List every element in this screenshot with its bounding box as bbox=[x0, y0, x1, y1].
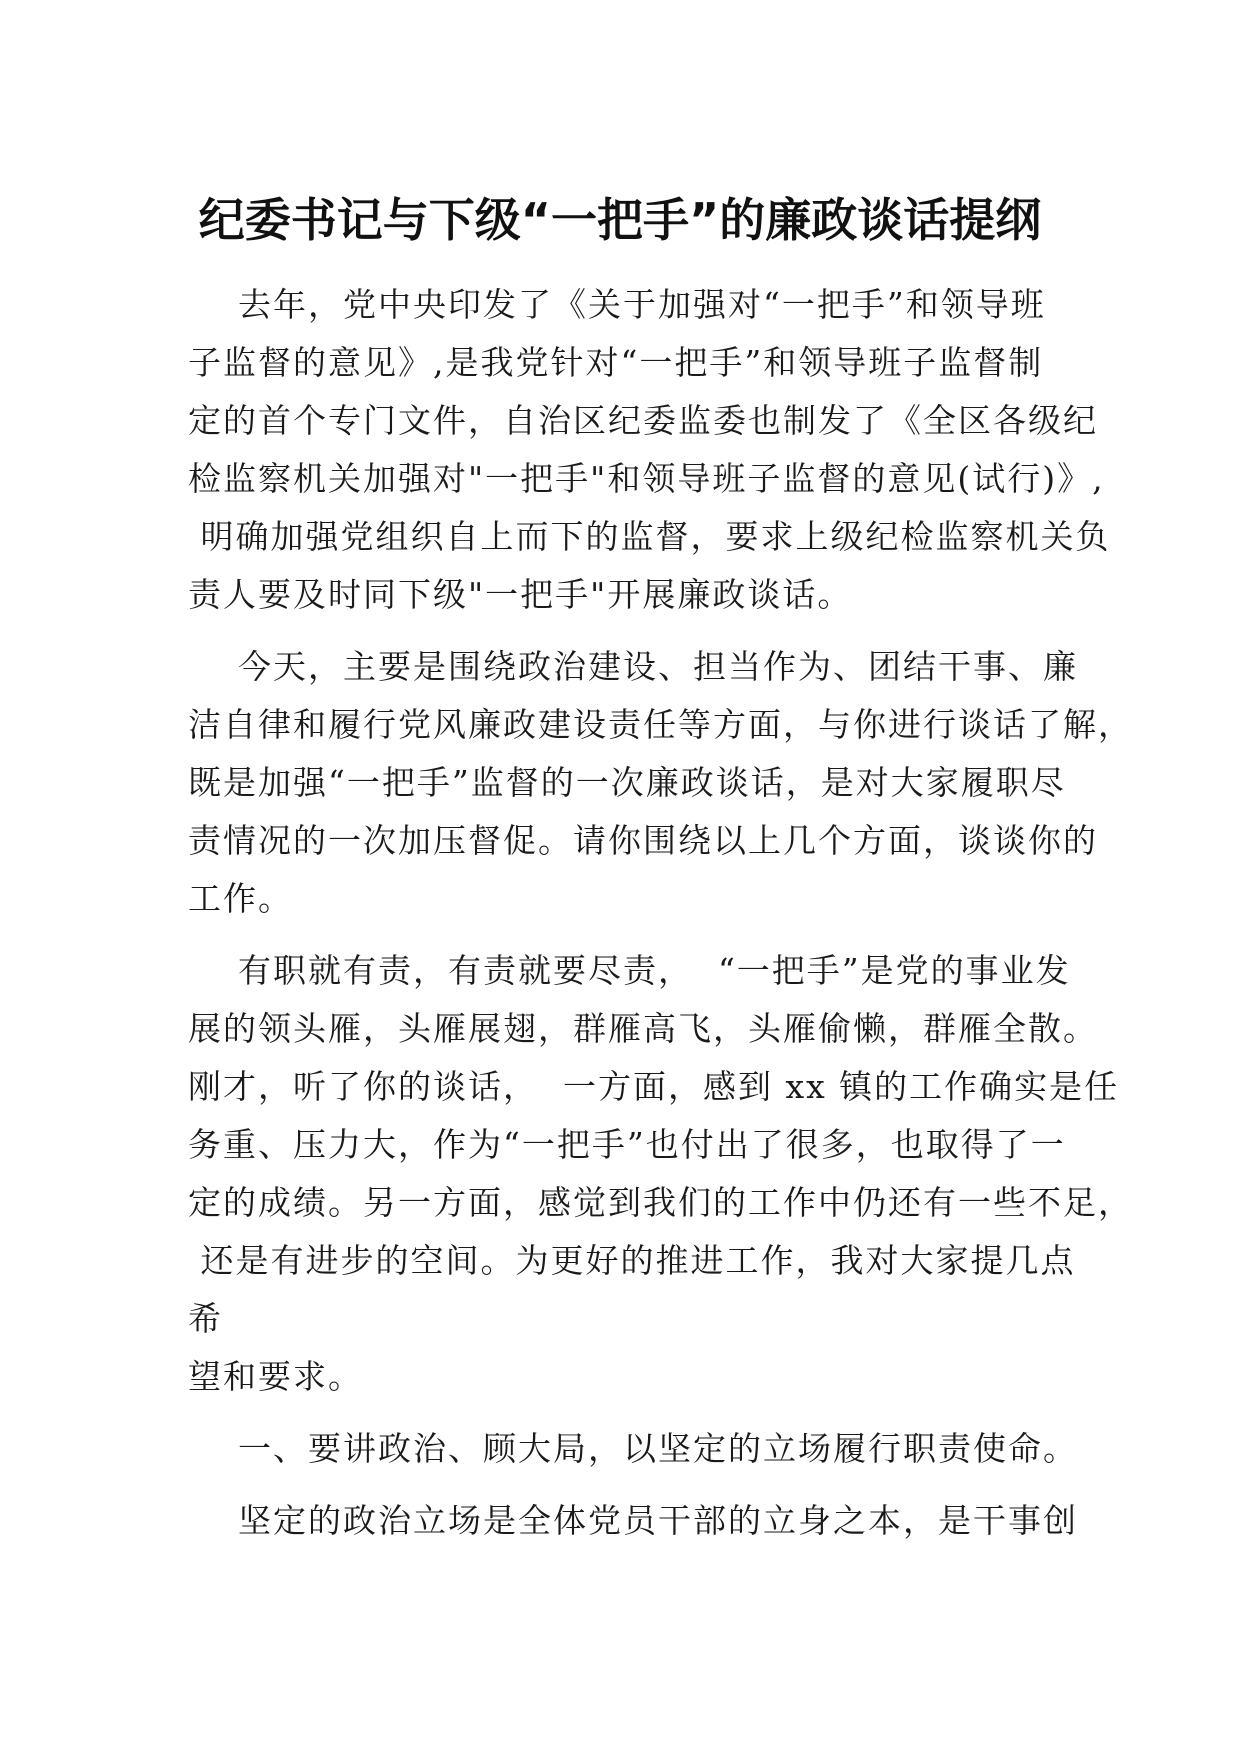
text-line: 责情况的一次加压督促。请你围绕以上几个方面，谈谈你的 bbox=[188, 821, 1098, 860]
paragraph bbox=[188, 1492, 1078, 1550]
document-title: 纪委书记与下级“一把手”的廉政谈话提纲 bbox=[198, 193, 1042, 247]
text-line: 明确加强党组织自上而下的监督，要求上级纪检监察机关负 bbox=[188, 517, 1111, 556]
text-line: 还是有进步的空间。为更好的推进工作，我对大家提几点 bbox=[188, 1241, 1076, 1280]
text-line: 今天，主要是围绕政治建设、担当作为、团结干事、廉 bbox=[188, 647, 1078, 686]
text-line: 希 bbox=[188, 1299, 223, 1338]
text-line: 去年，党中央印发了《关于加强对“一把手”和领导班 bbox=[188, 285, 1046, 324]
section-heading bbox=[188, 1420, 1078, 1478]
text-line: 务重、压力大，作为“一把手”也付出了很多，也取得了一 bbox=[188, 1125, 1066, 1164]
text-line: 子监督的意见》,是我党针对“一把手”和领导班子监督制 bbox=[188, 343, 1044, 382]
text-line: 刚才，听了你的谈话， 一方面，感到 xx 镇的工作确实是任 bbox=[188, 1067, 1120, 1106]
paragraph bbox=[188, 942, 1133, 1406]
text-line: 有职就有责，有责就要尽责， “一把手”是党的事业发 bbox=[188, 951, 1071, 990]
text-line: 洁自律和履行党风廉政建设责任等方面，与你进行谈话了解， bbox=[188, 705, 1133, 744]
paragraph bbox=[188, 276, 1111, 624]
text-line: 定的成绩。另一方面，感觉到我们的工作中仍还有一些不足， bbox=[188, 1183, 1133, 1222]
text-line: 既是加强“一把手”监督的一次廉政谈话，是对大家履职尽 bbox=[188, 763, 1066, 802]
document-body bbox=[188, 276, 1133, 1564]
text-line: 责人要及时同下级"一把手"开展廉政谈话。 bbox=[188, 575, 853, 614]
text-line: 坚定的政治立场是全体党员干部的立身之本，是干事创 bbox=[188, 1501, 1078, 1540]
text-line: 定的首个专门文件，自治区纪委监委也制发了《全区各级纪 bbox=[188, 401, 1098, 440]
text-line: 望和要求。 bbox=[188, 1357, 363, 1396]
paragraph bbox=[188, 638, 1133, 928]
text-line: 展的领头雁，头雁展翅，群雁高飞，头雁偷懒，群雁全散。 bbox=[188, 1009, 1098, 1048]
text-line: 检监察机关加强对"一把手"和领导班子监督的意见(试行)》, bbox=[188, 459, 1105, 498]
text-line: 一、要讲政治、顾大局，以坚定的立场履行职责使命。 bbox=[188, 1429, 1078, 1468]
text-line: 工作。 bbox=[188, 879, 293, 918]
